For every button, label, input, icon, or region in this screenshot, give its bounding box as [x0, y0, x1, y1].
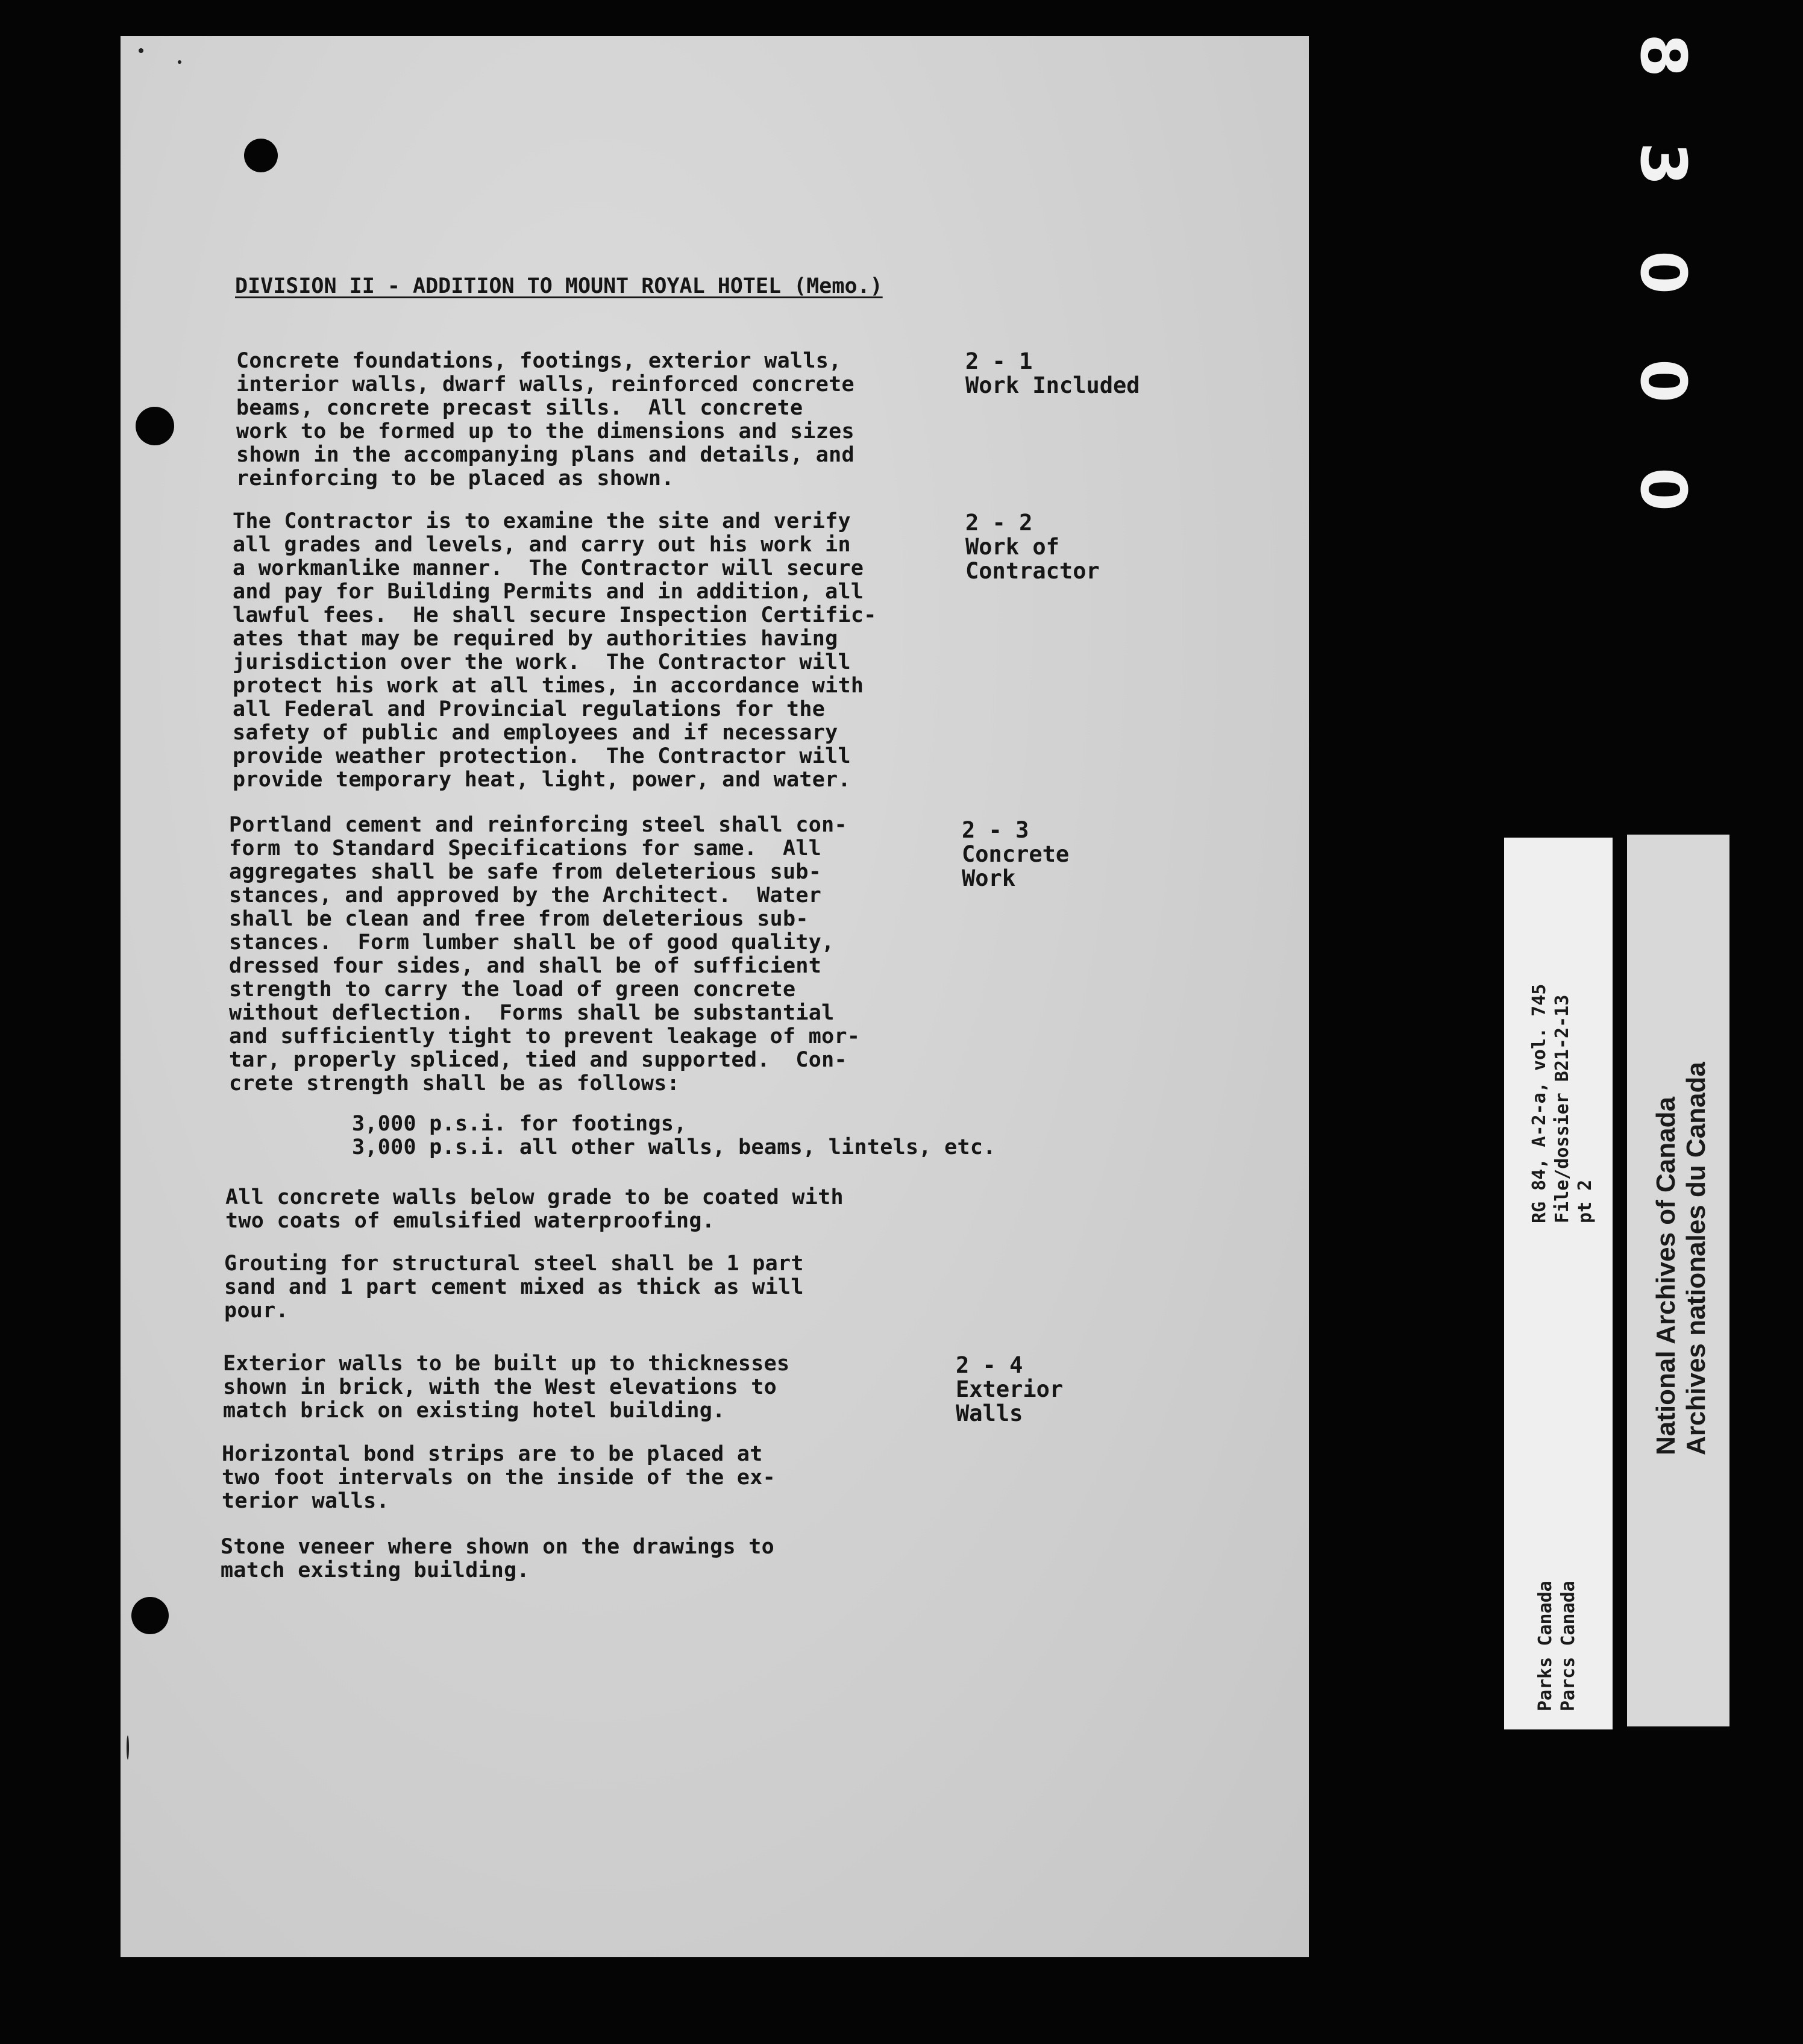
punch-hole: [244, 139, 278, 172]
speck: [127, 1735, 129, 1760]
speck: [139, 48, 143, 53]
section-text: Grouting for structural steel shall be 1 part sand and 1 part cement mixed as thick as will pour.: [224, 1252, 804, 1323]
archive-reference-label: [1504, 838, 1613, 1729]
institution-english: National Archives of Canada: [1651, 1097, 1681, 1455]
section-text: The Contractor is to examine the site and verify all grades and levels, and carry out his work in a workmanlike manner. The Contractor will secure and pay for Building Permits and in addition, all lawful fees. He shall secure Inspection Certific- ates that may be required by authorities having jurisdiction over the work. The Contractor will protect his work at all times, in accordance with all Federal and Provincial regulations for the safety of public and employees and if necessary provide weather protection. The Contractor will provide temporary heat, light, power, and water.: [233, 509, 877, 792]
frame-digit: 0: [1626, 359, 1700, 403]
frame-digit: 3: [1626, 142, 1700, 186]
punch-hole: [131, 1597, 169, 1634]
section-label: 2 - 3 Concrete Work: [962, 817, 1070, 891]
section-text: Stone veneer where shown on the drawings to match existing building.: [221, 1535, 774, 1582]
speck: [178, 60, 181, 64]
punch-hole: [136, 407, 174, 445]
section-text: All concrete walls below grade to be coated with two coats of emulsified waterproofing.: [225, 1185, 844, 1233]
section-text: Exterior walls to be built up to thicknesses shown in brick, with the West elevations to match brick on existing hotel building.: [223, 1352, 790, 1423]
section-text: Portland cement and reinforcing steel shall con- form to Standard Specifications for same. All aggregates shall be safe from deleterious sub- stances, and approved by the Architect. Water shall be clean and free from deleterious sub- stances. Form lumber shall be of good quality, dressed four sides, and shall be of sufficient strength to carry the load of green concrete without deflection. Forms shall be substantial and sufficiently tight to prevent leakage of mor- tar, properly spliced, tied and supported. Con- crete strength shall be as follows:: [229, 813, 861, 1096]
frame-digit: 0: [1626, 250, 1700, 295]
section-label: 2 - 2 Work of Contractor: [965, 510, 1100, 584]
section-text: Horizontal bond strips are to be placed at two foot intervals on the inside of the ex- terior walls.: [222, 1442, 776, 1513]
section-label: 2 - 1 Work Included: [965, 348, 1140, 398]
section-label: 2 - 4 Exterior Walls: [956, 1352, 1064, 1426]
archive-reference: RG 84, A-2-a, vol. 745 File/dossier B21-2-13 pt 2: [1529, 983, 1596, 1223]
archive-institution-label: [1627, 835, 1729, 1726]
institution-french: Archives nationales du Canada: [1681, 1062, 1711, 1455]
document-title: DIVISION II - ADDITION TO MOUNT ROYAL HOTEL (Memo.): [235, 274, 883, 298]
frame-digit: 0: [1626, 467, 1700, 512]
concrete-strength-list: 3,000 p.s.i. for footings, 3,000 p.s.i. all other walls, beams, lintels, etc.: [352, 1112, 996, 1159]
agency-name: Parks Canada Parcs Canada: [1535, 1581, 1579, 1711]
microfilm-frame-number: [1627, 12, 1699, 603]
frame-digit: 8: [1626, 33, 1700, 78]
section-text: Concrete foundations, footings, exterior walls, interior walls, dwarf walls, reinforced concrete beams, concrete precast sills. All concrete work to be formed up to the dimensions and sizes shown in the accompanying plans and details, and reinforcing to be placed as shown.: [236, 349, 854, 491]
document-page: [121, 36, 1309, 1957]
